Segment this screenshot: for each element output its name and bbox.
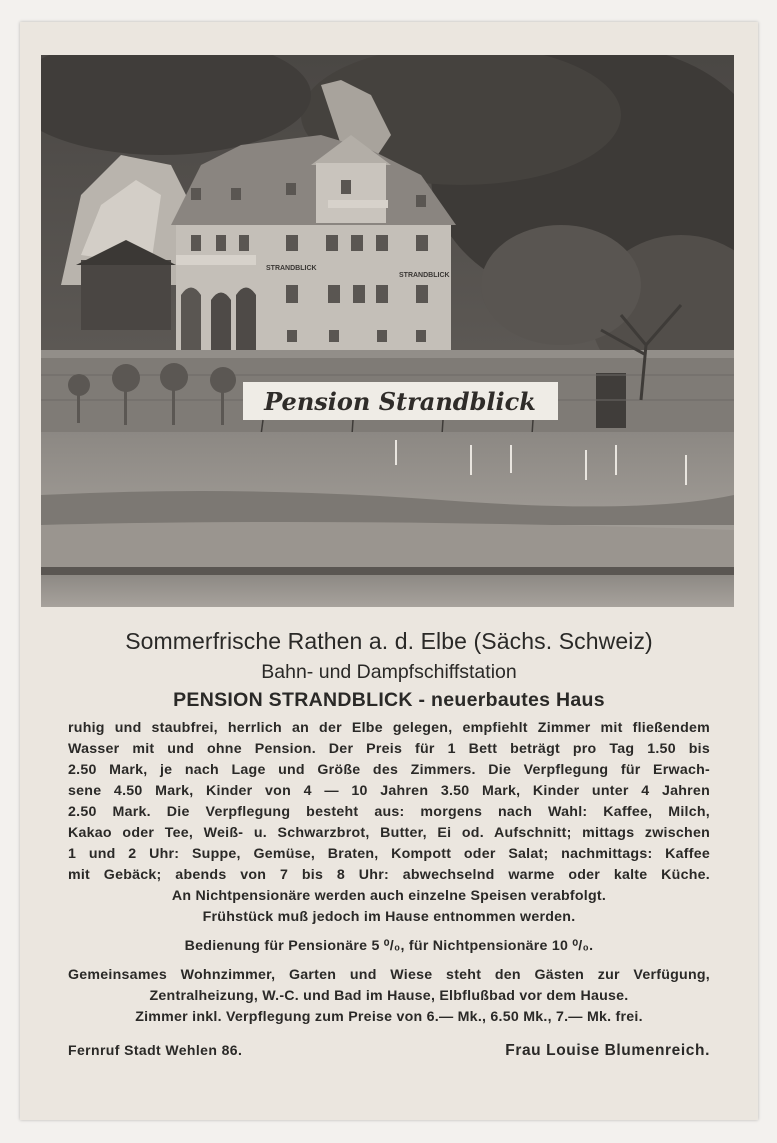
text-section — [20, 624, 758, 1060]
description — [68, 718, 710, 1028]
elbe-river — [41, 575, 734, 607]
postcard — [20, 22, 758, 1120]
price-line: Zimmer inkl. Verpflegung zum Preise von 6.— Mk., 6.50 Mk., 7.— Mk. frei. — [135, 1009, 643, 1025]
headline: Sommerfrische Rathen a. d. Elbe (Sächs. Schweiz) — [125, 628, 653, 654]
owner-name: Frau Louise Blumenreich. — [505, 1042, 710, 1059]
breakfast-line: Frühstück muß jedoch im Hause entnommen werden. — [202, 909, 576, 925]
facade-sign-left: STRANDBLICK — [266, 265, 317, 272]
phone-number: Fernruf Stadt Wehlen 86. — [68, 1042, 243, 1058]
station-line: Bahn- und Dampfschiffstation — [261, 661, 517, 683]
description-line: ruhig und staubfrei, herrlich an der Elbe gelegen, empfiehlt Zimmer mit fließendem — [68, 720, 710, 736]
description-line: mit Gebäck; abends von 7 bis 8 Uhr: abwechselnd warme oder kalte Küche. — [68, 867, 710, 883]
banner-text: Pension Strandblick — [264, 387, 536, 416]
facade-sign-right: STRANDBLICK — [399, 272, 450, 279]
side-house — [81, 260, 171, 330]
photo-illustration — [41, 55, 734, 607]
nonguest-line: An Nichtpensionäre werden auch einzelne Speisen verabfolgt. — [171, 888, 607, 904]
description-line: 1 und 2 Uhr: Suppe, Gemüse, Braten, Kompott oder Salat; nachmittags: Kaffee — [68, 846, 710, 862]
description-line: 2.50 Mark, je nach Lage und Größe des Zimmers. Die Verpflegung für Erwach- — [68, 762, 710, 778]
description-line: 2.50 Mark. Die Verpflegung besteht aus: morgens nach Wahl: Kaffee, Milch, — [68, 804, 710, 820]
amenities-line: Zentralheizung, W.-C. und Bad im Hause, Elbflußbad vor dem Hause. — [149, 988, 629, 1004]
description-line: Wasser mit und ohne Pension. Der Preis für 1 Bett beträgt pro Tag 1.50 bis — [68, 741, 710, 757]
description-line: sene 4.50 Mark, Kinder von 4 — 10 Jahren 3.50 Mark, Kinder unter 4 Jahren — [68, 783, 710, 799]
pension-line: PENSION STRANDBLICK - neuerbautes Haus — [173, 689, 605, 711]
service-line: Bedienung für Pensionäre 5 ⁰/₀, für Nichtpensionäre 10 ⁰/₀. — [184, 938, 594, 954]
description-line: Kakao oder Tee, Weiß- u. Schwarzbrot, Butter, Ei od. Aufschnitt; mittags zwischen — [68, 825, 710, 841]
pension-photograph — [41, 55, 734, 607]
footer-row — [68, 1042, 710, 1060]
amenities-line: Gemeinsames Wohnzimmer, Garten und Wiese steht den Gästen zur Verfügung, — [68, 967, 710, 983]
